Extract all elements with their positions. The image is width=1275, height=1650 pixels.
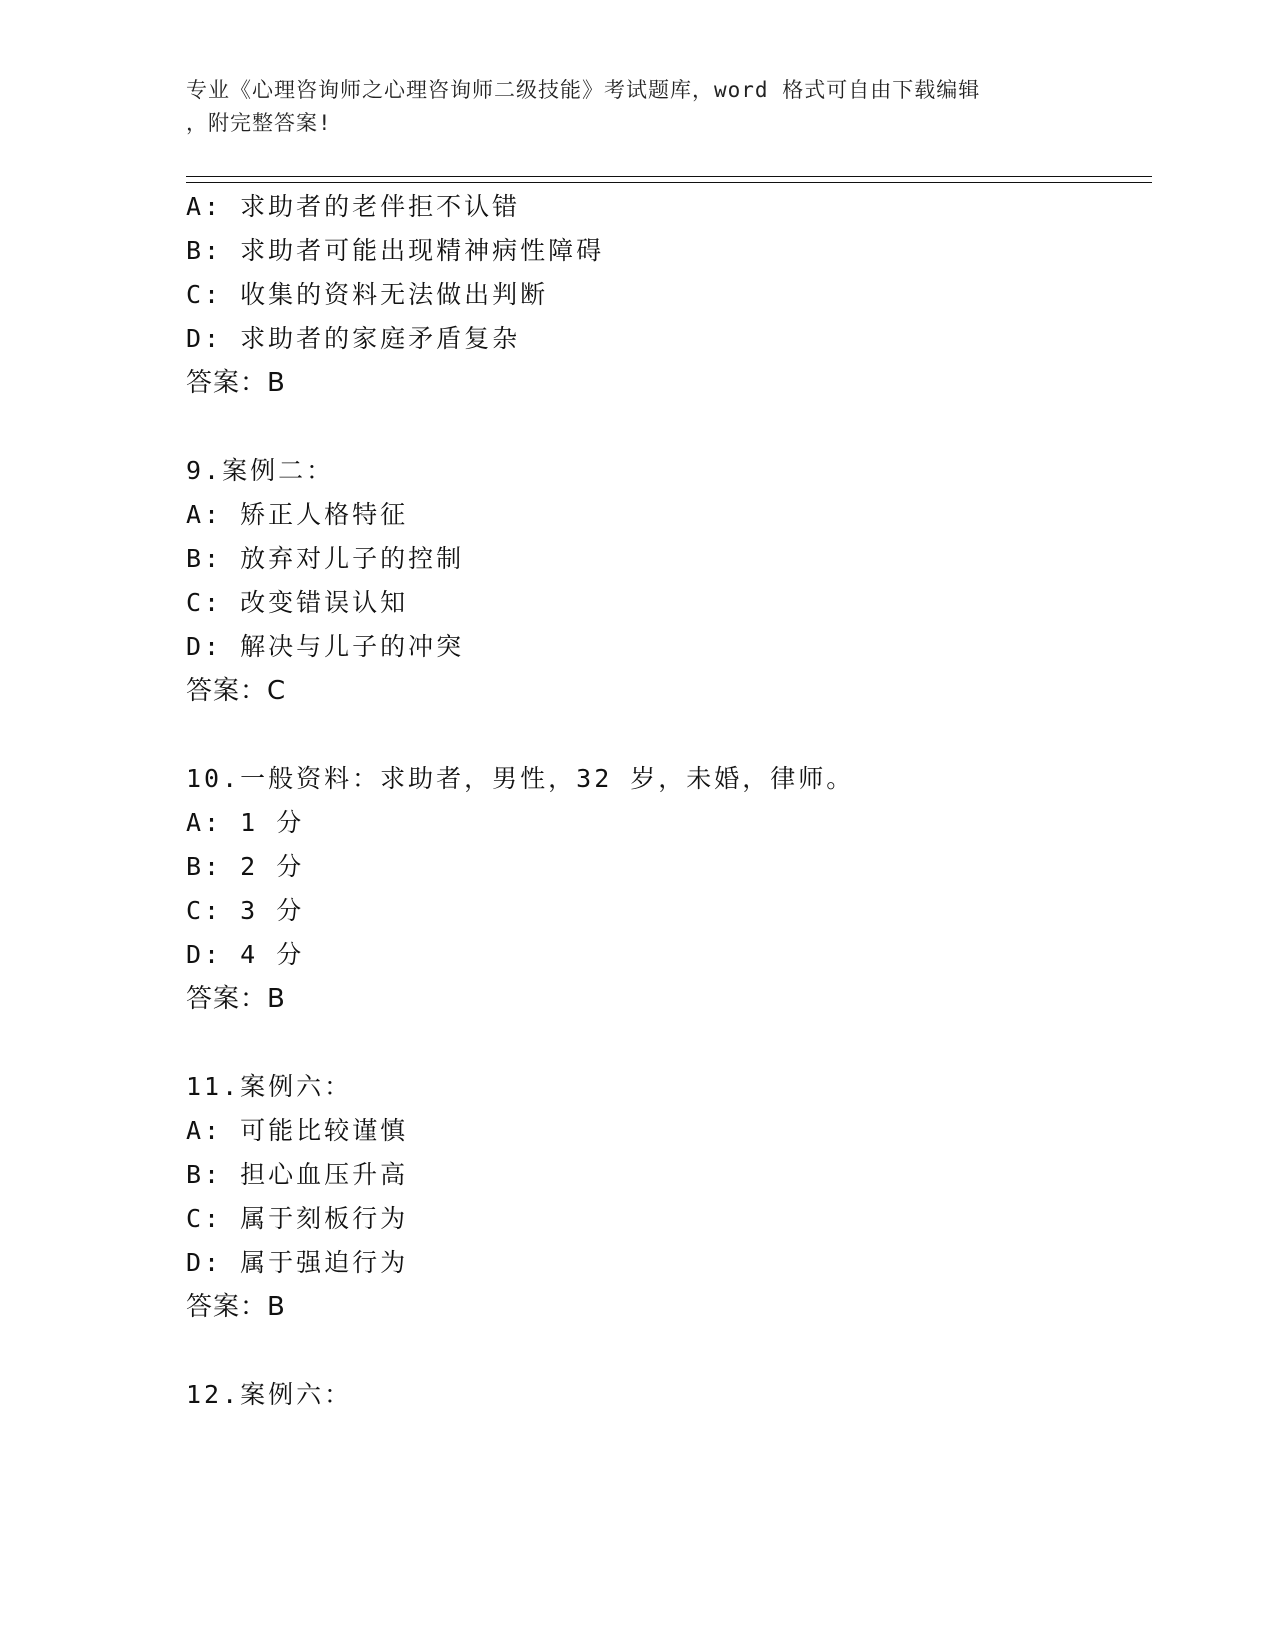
header-divider-bottom xyxy=(186,182,1152,183)
q9-option-a: A: 矫正人格特征 xyxy=(186,500,409,529)
q9-option-d: D: 解决与儿子的冲突 xyxy=(186,632,465,661)
q12-stem: 12.案例六： xyxy=(186,1380,353,1409)
q8-option-c: C: 收集的资料无法做出判断 xyxy=(186,280,549,309)
document-header xyxy=(186,74,1086,140)
q11-stem: 11.案例六： xyxy=(186,1072,353,1101)
q8-option-a: A: 求助者的老伴拒不认错 xyxy=(186,192,521,221)
q11-answer: 答案：B xyxy=(186,1292,286,1322)
q11-option-d: D: 属于强迫行为 xyxy=(186,1248,409,1277)
q8-option-b: B: 求助者可能出现精神病性障碍 xyxy=(186,236,605,265)
header-line-1: 专业《心理咨询师之心理咨询师二级技能》考试题库，word 格式可自由下载编辑 xyxy=(186,78,981,102)
q10-option-d: D: 4 分 xyxy=(186,940,305,969)
q9-option-b: B: 放弃对儿子的控制 xyxy=(186,544,465,573)
q10-option-b: B: 2 分 xyxy=(186,852,305,881)
q9-option-c: C: 改变错误认知 xyxy=(186,588,409,617)
q10-option-c: C: 3 分 xyxy=(186,896,305,925)
q11-option-a: A: 可能比较谨慎 xyxy=(186,1116,409,1145)
q10-stem: 10.一般资料：求助者，男性，32 岁，未婚，律师。 xyxy=(186,764,855,793)
q11-option-b: B: 担心血压升高 xyxy=(186,1160,409,1189)
q8-answer: 答案：B xyxy=(186,368,286,398)
q10-option-a: A: 1 分 xyxy=(186,808,305,837)
q8-option-d: D: 求助者的家庭矛盾复杂 xyxy=(186,324,521,353)
q9-answer: 答案：C xyxy=(186,676,287,706)
q11-option-c: C: 属于刻板行为 xyxy=(186,1204,409,1233)
header-line-2: ，附完整答案! xyxy=(186,111,332,135)
q10-answer: 答案：B xyxy=(186,984,286,1014)
header-divider-top xyxy=(186,176,1152,177)
q9-stem: 9.案例二： xyxy=(186,456,335,485)
